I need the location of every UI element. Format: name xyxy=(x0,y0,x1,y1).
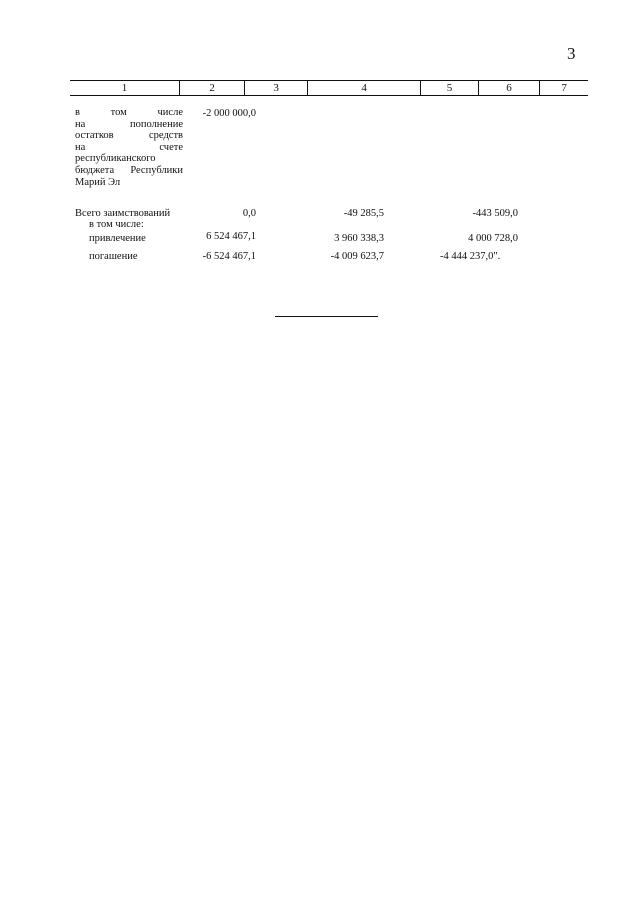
column-header-6: 6 xyxy=(478,81,539,95)
label-line xyxy=(75,153,183,165)
label-word: республиканского xyxy=(75,153,156,165)
label-word: бюджета xyxy=(75,164,115,176)
repayment-row-col6: -4 444 237,0". xyxy=(440,251,501,262)
attraction-row-col6: 4 000 728,0 xyxy=(468,233,518,244)
page-number: 3 xyxy=(567,44,576,63)
column-header-2: 2 xyxy=(179,81,244,95)
sub-heading: в том числе: xyxy=(89,219,144,230)
end-of-document-rule xyxy=(275,316,378,317)
label-line xyxy=(75,165,183,177)
attraction-row-col2: 6 524 467,1 xyxy=(206,231,256,242)
label-word: средств xyxy=(149,130,183,142)
table-header-row xyxy=(70,80,588,96)
total-row-col6: -443 509,0 xyxy=(472,208,518,219)
including-row-label xyxy=(75,107,183,188)
including-row-col2: -2 000 000,0 xyxy=(202,108,256,119)
label-word: остатков xyxy=(75,130,114,142)
attraction-row-col4: 3 960 338,3 xyxy=(334,233,384,244)
label-word: в xyxy=(75,107,80,118)
column-header-7: 7 xyxy=(539,81,588,95)
label-word: Республики xyxy=(130,164,183,176)
repayment-row-col4: -4 009 623,7 xyxy=(330,251,384,262)
label-word: на xyxy=(75,118,86,130)
attraction-row-label: привлечение xyxy=(89,233,146,244)
total-row-label: Всего заимствований xyxy=(75,208,171,219)
column-header-4: 4 xyxy=(307,81,420,95)
column-header-3: 3 xyxy=(244,81,307,95)
label-line xyxy=(75,107,183,119)
label-word: пополнение xyxy=(129,118,183,130)
label-word: том xyxy=(110,107,127,118)
label-line xyxy=(75,142,183,154)
repayment-row-label: погашение xyxy=(89,251,138,262)
label-word: на xyxy=(75,141,86,153)
column-header-1: 1 xyxy=(121,82,128,94)
label-line xyxy=(75,130,183,142)
column-header-5: 5 xyxy=(420,81,478,95)
label-word: числе xyxy=(157,107,183,118)
label-line xyxy=(75,177,183,189)
label-line xyxy=(75,119,183,131)
total-row-col4: -49 285,5 xyxy=(343,208,384,219)
repayment-row-col2: -6 524 467,1 xyxy=(202,251,256,262)
total-row-col2: 0,0 xyxy=(242,208,256,219)
label-word: счете xyxy=(159,141,183,153)
label-word: Марий Эл xyxy=(75,176,121,188)
